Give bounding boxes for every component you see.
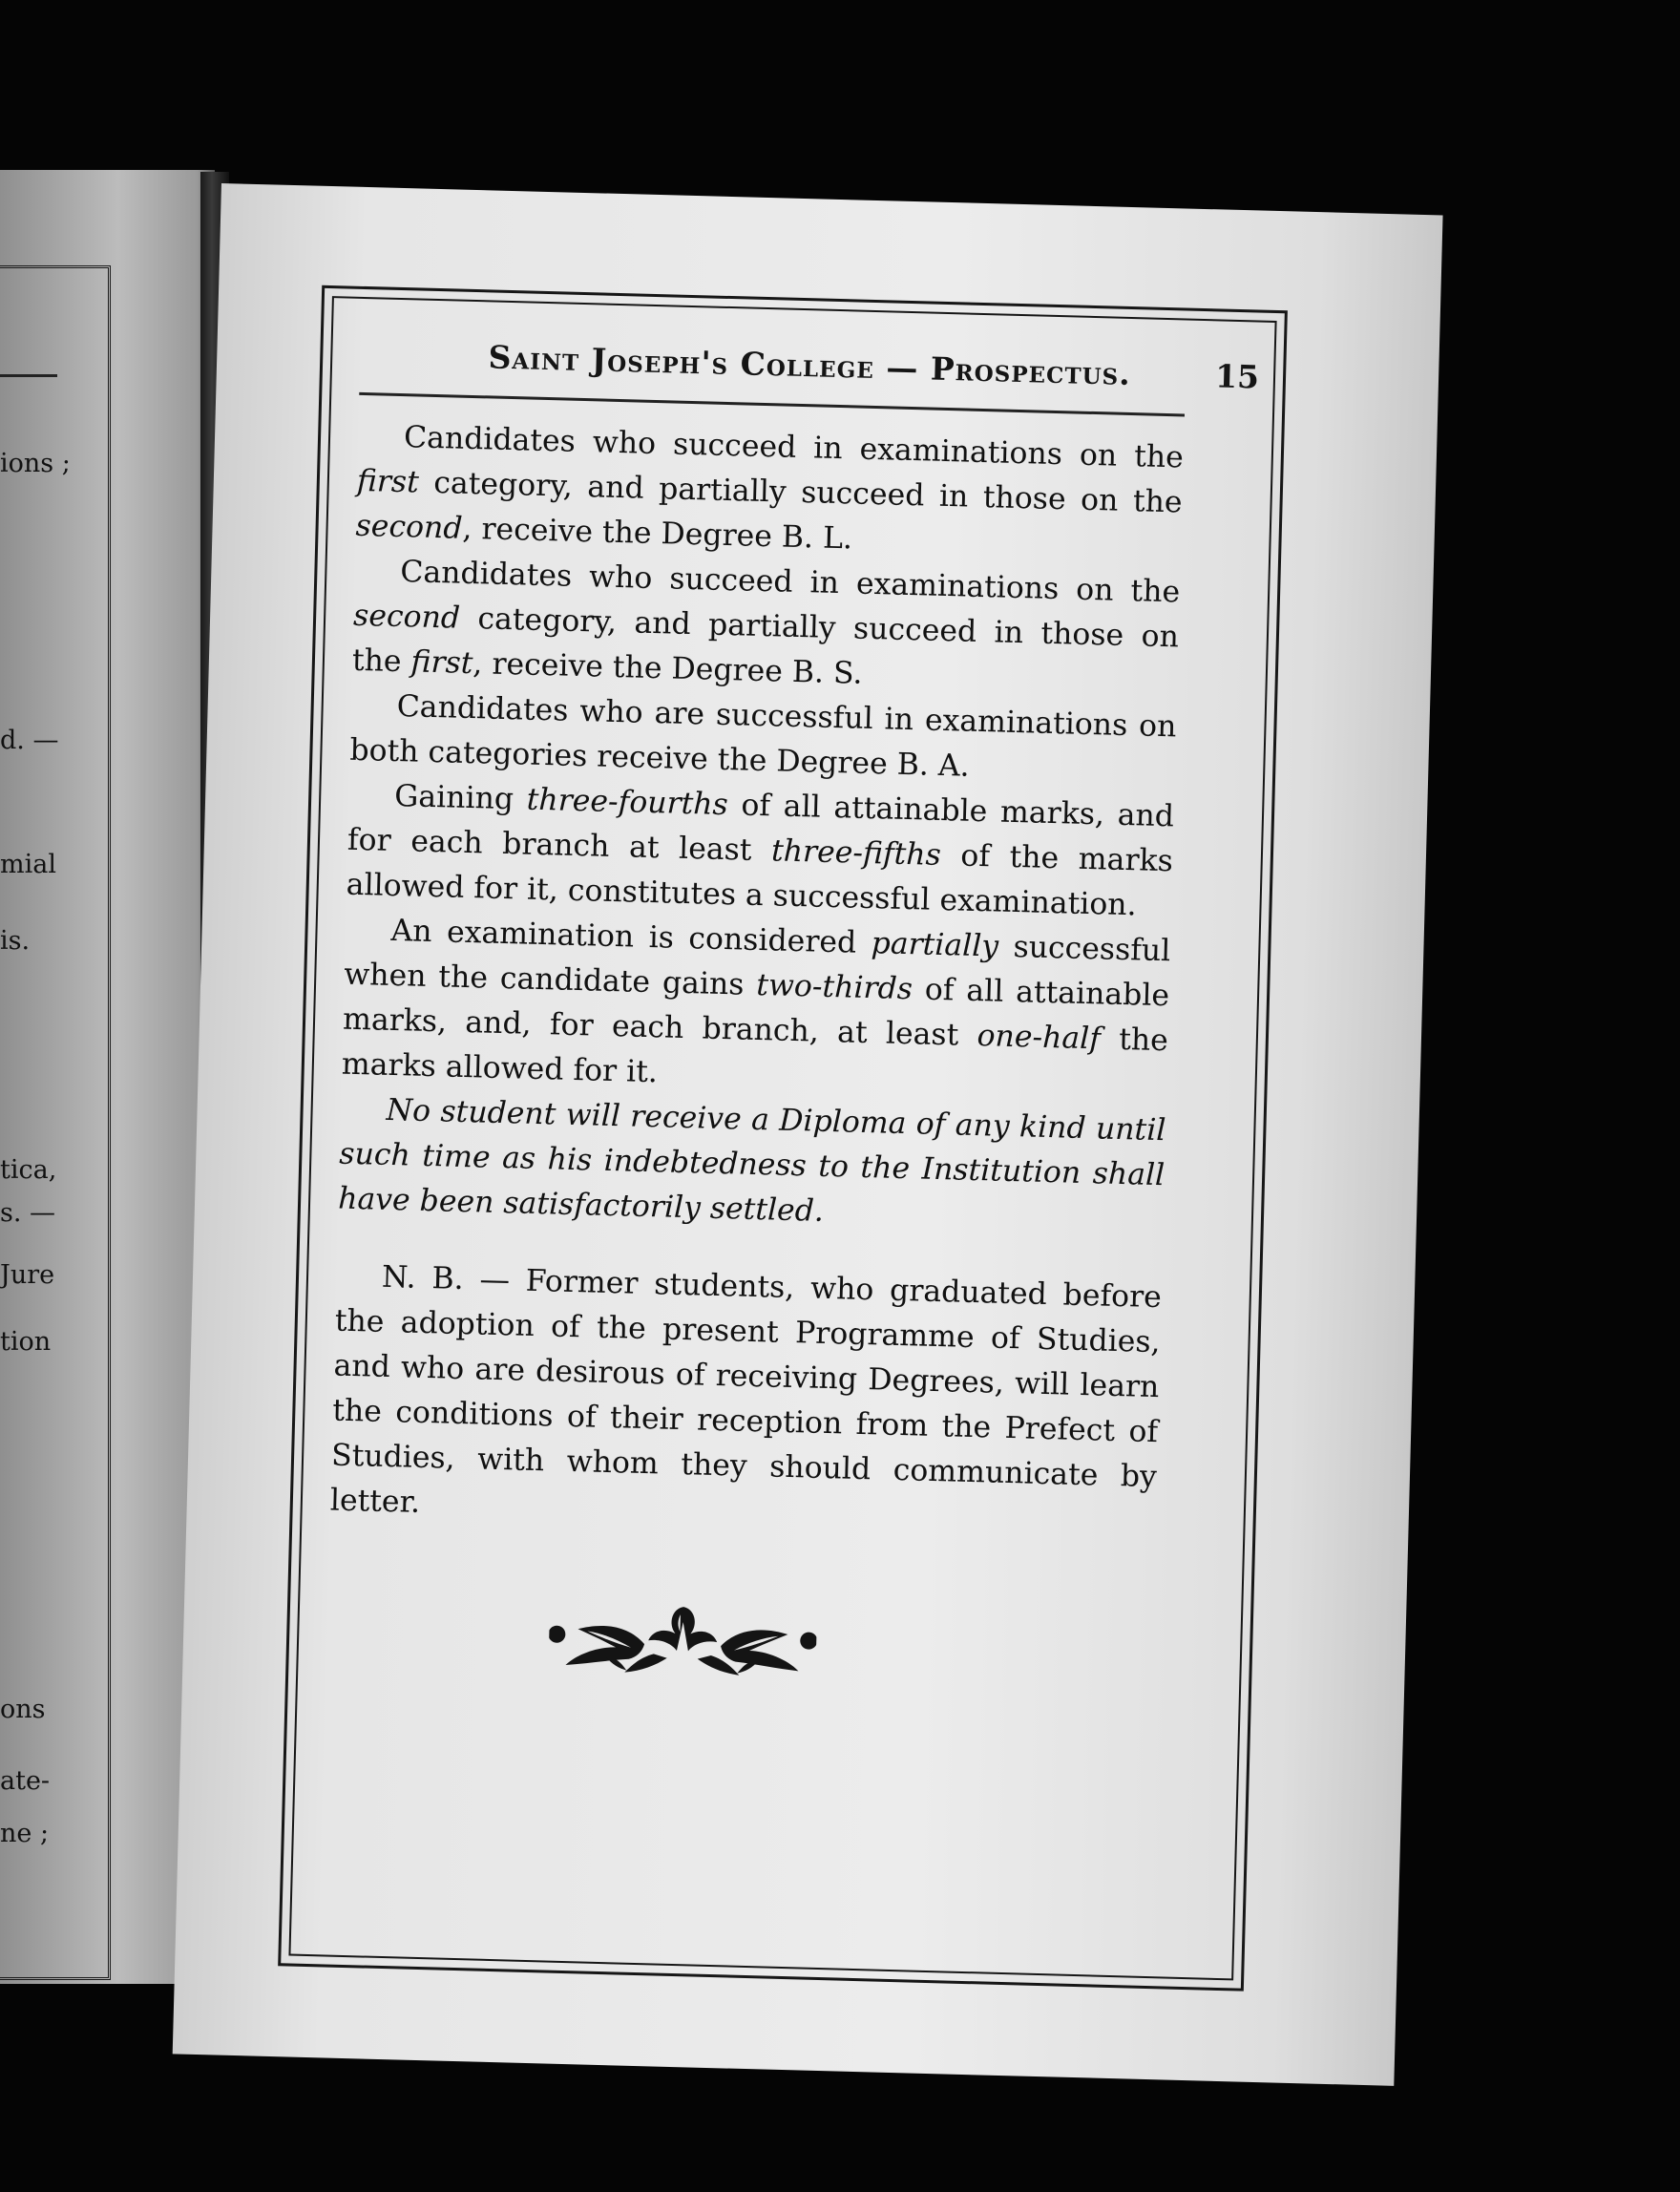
paragraph-diploma-notice: No student will receive a Diploma of any kind until such time as his indebtedness to the Institution shall have been satisfactorily settled.: [337, 1092, 1166, 1229]
left-page-line: is.: [0, 926, 31, 956]
paragraph-nota-bene: N. B. — Former students, who graduated before the adoption of the present Programme of Studies, and who are desirous of receiving Degrees, will learn the conditions of their reception from the Prefect of Studies, with whom they should communicate by letter.: [329, 1259, 1163, 1520]
left-page-line: ate-: [0, 1766, 51, 1796]
page-number: 15: [1214, 357, 1260, 396]
left-page-line: ons: [0, 1695, 46, 1724]
paragraph-bs-degree: Candidates who succeed in examinations on the second category, and partially succeed in those on the first, receive the Degree B. S.: [351, 555, 1181, 691]
left-page-line: ions ;: [0, 449, 71, 478]
paragraph-bl-degree: Candidates who succeed in examinations on the first category, and partially succeed in those on the second, receive the Degree B. L.: [355, 420, 1185, 557]
floral-ornament-icon: [548, 1596, 817, 1679]
right-page: [173, 183, 1443, 2086]
paragraph-successful-exam: Gaining three-fourths of all attainable marks, and for each branch at least three-fifths of the marks allowed for it, constitutes a successful examination.: [346, 778, 1175, 923]
left-page-line: tion: [0, 1327, 52, 1357]
paragraph-ba-degree: Candidates who are successful in examinations on both categories receive the Degree B. A.: [349, 689, 1177, 784]
left-page-line: mial: [0, 850, 56, 879]
left-page-header-rule: [0, 374, 57, 377]
left-page-line: d. —: [0, 726, 59, 755]
page-body: [329, 414, 1184, 1545]
running-head: Saint Joseph's College — Prospectus.: [488, 338, 1132, 393]
left-page-line: Jure: [0, 1260, 55, 1290]
left-page-line: tica,: [0, 1155, 57, 1185]
left-page-line: ne ;: [0, 1819, 50, 1848]
paragraph-partial-exam: An examination is considered partially successful when the candidate gains two-thirds of all attainable marks, and, for each branch, at least one-half the marks allowed for it.: [341, 913, 1171, 1090]
left-page-line: s. —: [0, 1198, 56, 1228]
